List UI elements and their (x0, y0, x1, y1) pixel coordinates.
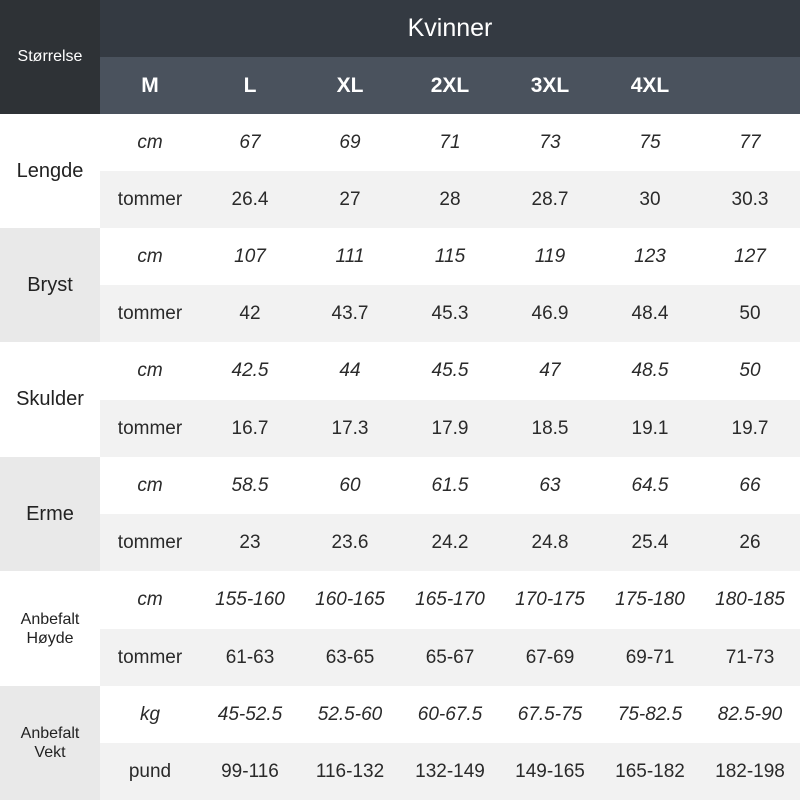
table-cell: 111 (335, 245, 365, 267)
unit-label: tommer (117, 646, 183, 668)
size-column-header: 4XL (630, 73, 670, 97)
table-cell: 45.5 (431, 360, 469, 381)
group-title: Kvinner (100, 0, 800, 57)
table-cell: 69-71 (625, 646, 675, 668)
table-cell: 73 (539, 131, 561, 153)
row-category-label: Erme (0, 457, 100, 571)
table-cell: 180-185 (715, 589, 785, 610)
table-cell: 44 (339, 360, 361, 381)
unit-label: kg (139, 703, 161, 725)
table-cell: 30.3 (731, 188, 769, 210)
table-cell: 99-116 (221, 760, 279, 782)
metric-row (100, 457, 800, 514)
row-category-label: Anbefalt Vekt (0, 686, 100, 800)
table-cell: 155-160 (215, 589, 285, 610)
unit-label: cm (137, 131, 163, 153)
table-cell: 26 (739, 531, 761, 553)
table-cell: 175-180 (615, 589, 685, 610)
table-cell: 170-175 (515, 589, 585, 610)
unit-label: tommer (117, 302, 183, 324)
table-cell: 69 (339, 131, 361, 153)
table-cell: 25.4 (631, 531, 669, 553)
size-column-header: M (141, 73, 159, 97)
table-cell: 17.9 (431, 417, 469, 439)
table-cell: 45-52.5 (217, 703, 283, 725)
table-cell: 60 (339, 474, 361, 496)
imperial-row (100, 514, 800, 571)
table-cell: 16.7 (231, 417, 269, 439)
table-cell: 42.5 (231, 360, 269, 381)
table-cell: 26.4 (231, 188, 269, 210)
table-cell: 77 (739, 131, 761, 153)
metric-row (100, 571, 800, 629)
imperial-row (100, 171, 800, 228)
table-cell: 165-182 (615, 760, 685, 782)
table-cell: 52.5-60 (317, 703, 383, 725)
row-category-label: Lengde (16, 159, 84, 182)
metric-row (100, 686, 800, 743)
table-cell: 30 (639, 188, 661, 210)
imperial-row (100, 400, 800, 457)
table-cell: 67 (239, 131, 261, 153)
table-cell: 28.7 (531, 188, 569, 210)
table-cell: 65-67 (425, 646, 475, 668)
table-cell: 63 (539, 474, 561, 496)
table-cell: 149-165 (515, 760, 585, 782)
table-cell: 75 (639, 131, 661, 153)
row-category-label: Bryst (0, 228, 100, 342)
table-cell: 119 (534, 245, 566, 267)
table-cell: 58.5 (231, 474, 269, 496)
table-cell: 23 (239, 531, 261, 553)
size-column-header: 2XL (430, 73, 470, 97)
unit-label: tommer (117, 417, 183, 439)
table-cell: 46.9 (531, 302, 569, 324)
unit-label: pund (128, 760, 172, 782)
table-cell: 61.5 (431, 474, 469, 496)
row-category-label: Skulder (16, 388, 84, 410)
table-cell: 17.3 (331, 417, 369, 439)
table-cell: 127 (734, 245, 766, 267)
table-cell: 48.4 (631, 302, 669, 324)
table-cell: 63-65 (325, 646, 375, 668)
row-category-label: Anbefalt Høyde (20, 610, 80, 647)
size-column-header: 3XL (530, 73, 570, 97)
corner-header: Størrelse (0, 0, 100, 114)
table-cell: 60-67.5 (417, 703, 483, 725)
table-cell: 182-198 (715, 760, 785, 782)
table-cell: 24.8 (531, 531, 569, 553)
imperial-row (100, 629, 800, 686)
metric-row (100, 114, 800, 171)
table-cell: 67.5-75 (517, 703, 583, 725)
table-cell: 19.7 (731, 417, 769, 439)
table-cell: 28 (439, 188, 461, 210)
metric-row (100, 228, 800, 285)
unit-label: tommer (117, 531, 183, 553)
table-cell: 43.7 (331, 302, 369, 324)
table-cell: 132-149 (415, 760, 485, 782)
table-cell: 160-165 (315, 589, 385, 610)
table-cell: 48.5 (631, 360, 669, 381)
metric-row (100, 342, 800, 400)
table-cell: 27 (339, 188, 361, 210)
table-cell: 123 (634, 245, 666, 267)
table-cell: 45.3 (431, 302, 469, 324)
size-header-row (100, 57, 800, 114)
table-cell: 116-132 (315, 760, 385, 782)
size-column-header: XL (336, 73, 364, 97)
unit-label: tommer (117, 188, 183, 210)
table-cell: 47 (539, 360, 561, 381)
table-cell: 61-63 (225, 646, 275, 668)
imperial-row (100, 285, 800, 342)
table-cell: 75-82.5 (617, 703, 683, 725)
table-cell: 50 (739, 360, 761, 381)
table-cell: 67-69 (525, 646, 575, 668)
table-cell: 165-170 (415, 589, 485, 610)
table-cell: 19.1 (631, 417, 669, 439)
table-cell: 23.6 (331, 531, 369, 553)
size-column-header: L (243, 73, 257, 97)
table-cell: 107 (234, 245, 266, 267)
table-cell: 18.5 (531, 417, 569, 439)
table-cell: 71-73 (725, 646, 775, 668)
table-cell: 24.2 (431, 531, 469, 553)
table-cell: 82.5-90 (717, 703, 783, 725)
unit-label: cm (137, 360, 163, 381)
table-cell: 115 (434, 245, 466, 267)
unit-label: cm (137, 474, 163, 496)
table-cell: 71 (439, 131, 461, 153)
table-cell: 42 (239, 302, 261, 324)
table-cell: 50 (739, 302, 761, 324)
unit-label: cm (137, 245, 163, 267)
unit-label: cm (137, 589, 163, 610)
imperial-row (100, 743, 800, 800)
table-cell: 66 (739, 474, 761, 496)
table-cell: 64.5 (631, 474, 669, 496)
